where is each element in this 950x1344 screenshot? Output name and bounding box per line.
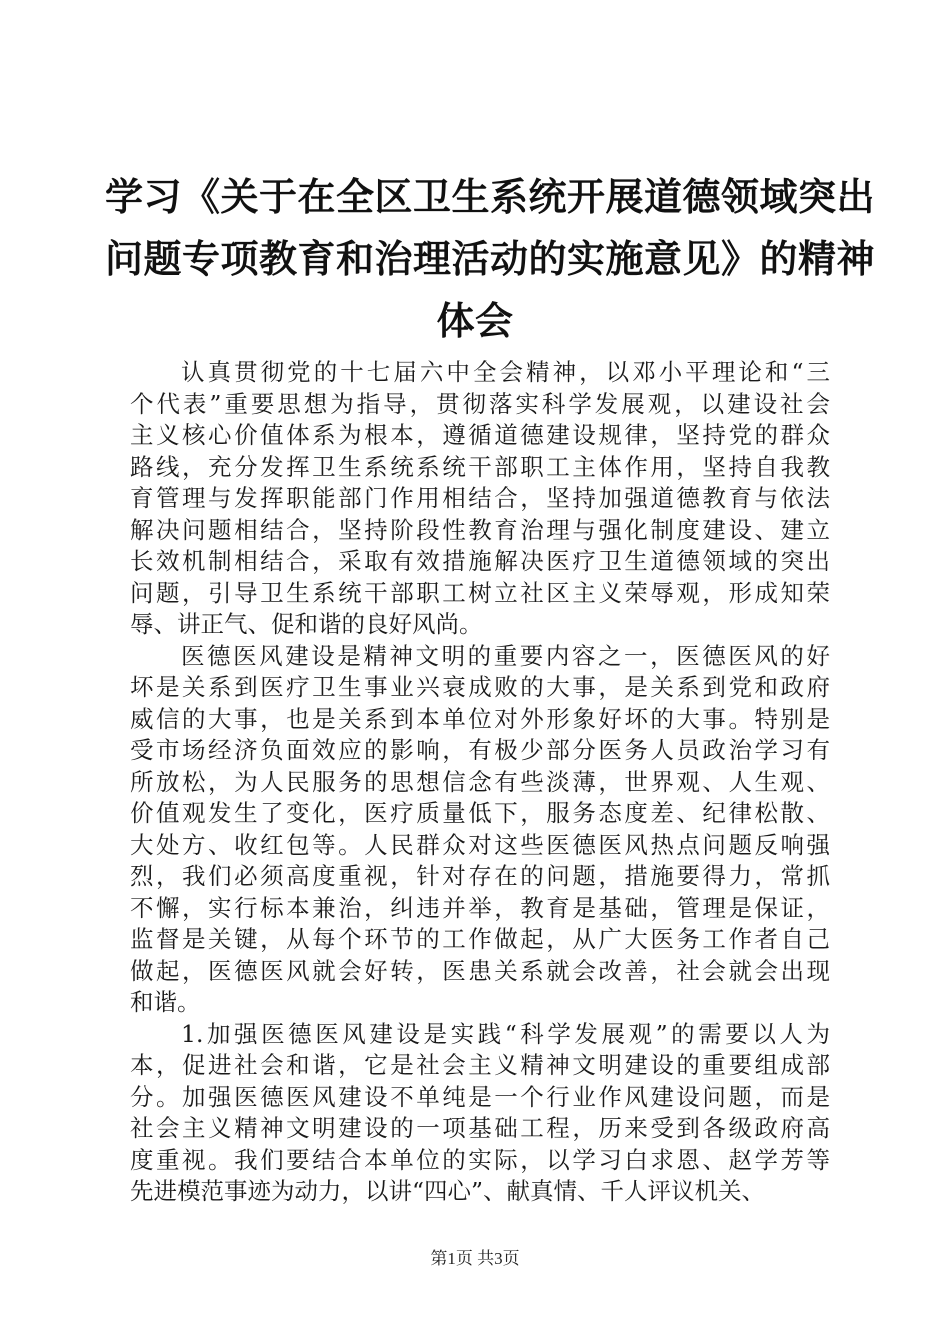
document-title bbox=[105, 166, 876, 352]
paragraph-line: 所放松，为人民服务的思想信念有些淡薄，世界观、人生观、 bbox=[130, 767, 830, 796]
paragraph-line: 认真贯彻党的十七届六中全会精神，以邓小平理论和“三 bbox=[181, 358, 830, 386]
title-line: 问题专项教育和治理活动的实施意见》的精神 bbox=[105, 236, 876, 281]
title-line: 体会 bbox=[436, 298, 514, 343]
paragraph-line: 解决问题相结合，坚持阶段性教育治理与强化制度建设、建立 bbox=[130, 515, 830, 544]
paragraph-line: 先进模范事迹为动力，以讲“四心”、献真情、千人评议机关、 bbox=[130, 1177, 766, 1205]
paragraph-line: 1.加强医德医风建设是实践“科学发展观”的需要以人为 bbox=[181, 1019, 830, 1048]
paragraph-line: 做起，医德医风就会好转，医患关系就会改善，社会就会出现 bbox=[130, 956, 830, 985]
paragraph-line: 本，促进社会和谐，它是社会主义精神文明建设的重要组成部 bbox=[130, 1051, 830, 1079]
paragraph-line: 烈，我们必须高度重视，针对存在的问题，措施要得力，常抓 bbox=[130, 862, 830, 890]
paragraph-line: 威信的大事，也是关系到本单位对外形象好坏的大事。特别是 bbox=[130, 704, 830, 733]
paragraph-line: 长效机制相结合，采取有效措施解决医疗卫生道德领域的突出 bbox=[130, 547, 830, 575]
paragraph bbox=[130, 641, 830, 1019]
paragraph-line: 受市场经济负面效应的影响，有极少部分医务人员政治学习有 bbox=[130, 736, 830, 764]
paragraph-line: 问题，引导卫生系统干部职工树立社区主义荣辱观，形成知荣 bbox=[130, 578, 830, 607]
paragraph-line: 辱、讲正气、促和谐的良好风尚。 bbox=[130, 610, 483, 638]
paragraph-line: 社会主义精神文明建设的一项基础工程，历来受到各级政府高 bbox=[130, 1114, 830, 1142]
paragraph-line: 主义核心价值体系为根本，遵循道德建设规律，坚持党的群众 bbox=[130, 421, 830, 449]
paragraph bbox=[130, 1019, 830, 1208]
page-footer: 第1页 共3页 bbox=[430, 1249, 520, 1268]
paragraph-line: 监督是关键，从每个环节的工作做起，从广大医务工作者自己 bbox=[130, 925, 830, 953]
paragraph-line: 和谐。 bbox=[130, 988, 201, 1016]
paragraph-line: 坏是关系到医疗卫生事业兴衰成败的大事，是关系到党和政府 bbox=[130, 673, 830, 701]
document-body bbox=[130, 357, 830, 1208]
paragraph bbox=[130, 357, 830, 641]
paragraph-line: 度重视。我们要结合本单位的实际，以学习白求恩、赵学芳等 bbox=[130, 1145, 830, 1174]
title-line: 学习《关于在全区卫生系统开展道德领域突出 bbox=[105, 174, 876, 219]
paragraph-line: 价值观发生了变化，医疗质量低下，服务态度差、纪律松散、 bbox=[130, 799, 830, 827]
paragraph-line: 个代表”重要思想为指导，贯彻落实科学发展观，以建设社会 bbox=[130, 389, 830, 418]
paragraph-line: 大处方、收红包等。人民群众对这些医德医风热点问题反响强 bbox=[130, 830, 830, 859]
paragraph-line: 分。加强医德医风建设不单纯是一个行业作风建设问题，而是 bbox=[130, 1082, 830, 1111]
paragraph-line: 不懈，实行标本兼治，纠违并举，教育是基础，管理是保证， bbox=[130, 893, 830, 922]
paragraph-line: 育管理与发挥职能部门作用相结合，坚持加强道德教育与依法 bbox=[130, 484, 830, 512]
paragraph-line: 路线，充分发挥卫生系统系统干部职工主体作用，坚持自我教 bbox=[130, 452, 830, 481]
paragraph-line: 医德医风建设是精神文明的重要内容之一，医德医风的好 bbox=[181, 641, 830, 670]
